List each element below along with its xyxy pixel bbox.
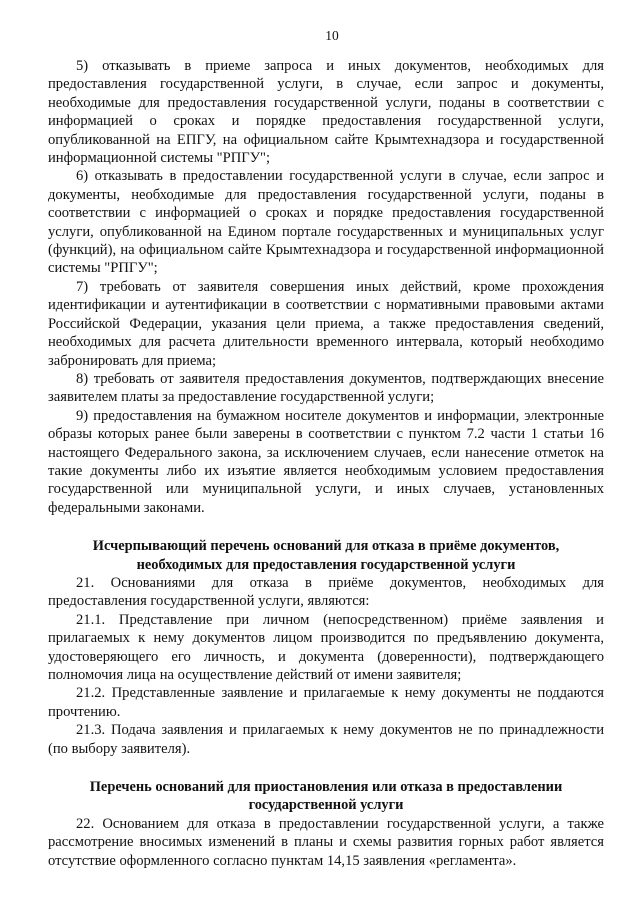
paragraph-21-2: 21.2. Представленные заявление и прилагаемые к нему документы не поддаются прочтению.	[48, 685, 604, 720]
paragraph-21-1: 21.1. Представление при личном (непосредственном) приёме заявления и прилагаемых к нему документов лицом производится по предъявлению документа, удостоверяющего его личность, и документа (доверенности), подтверждающего полномочия лица на осуществление действий от имени заявителя;	[48, 611, 604, 683]
section-suspension-refusal	[48, 778, 604, 870]
paragraph-21-3: 21.3. Подача заявления и прилагаемых к нему документов не по принадлежности (по выбору заявителя).	[48, 722, 604, 757]
section-heading-refusal-acceptance-line1: Исчерпывающий перечень оснований для отказа в приёме документов,	[92, 538, 560, 555]
paragraph-item-7: 7) требовать от заявителя совершения иных действий, кроме прохождения идентификации и аутентификации в соответствии с нормативными правовыми актами Российской Федерации, указания цели приема, а также предоставления сведений, необходимых для расчета длительности временного интервала, который необходимо забронировать для приема;	[48, 278, 604, 369]
paragraph-21: 21. Основаниями для отказа в приёме документов, необходимых для предоставления государственной услуги, являются:	[48, 574, 604, 610]
page-number: 10	[325, 28, 339, 43]
section-heading-refusal-acceptance-line2: необходимых для предоставления государственной услуги	[136, 556, 516, 573]
section-refusal-acceptance	[48, 537, 604, 758]
paragraph-item-6: 6) отказывать в предоставлении государственной услуги в случае, если запрос и документы, необходимые для предоставления государственной услуги, поданы в соответствии с информацией о сроках и порядке предоставления государственной услуги, опубликованной на Едином портале государственных и муниципальных услуг (функций), на официальном сайте Крымтехнадзора и государственной информационной системы "РПГУ";	[48, 168, 604, 277]
paragraph-item-5: 5) отказывать в приеме запроса и иных документов, необходимых для предоставления государственной услуги, в случае, если запрос и документы, необходимые для предоставления государственной услуги, поданы в соответствии с информацией о сроках и порядке предоставления государственной услуги, опубликованной на ЕПГУ, на официальном сайте Крымтехнадзора и государственной информационной системы "РПГУ";	[48, 58, 604, 167]
section-heading-suspension-line1: Перечень оснований для приостановления или отказа в предоставлении	[89, 779, 563, 796]
paragraph-item-8: 8) требовать от заявителя предоставления документов, подтверждающих внесение заявителем платы за предоставление государственной услуги;	[48, 370, 604, 406]
paragraph-22: 22. Основанием для отказа в предоставлении государственной услуги, а также рассмотрение вносимых изменений в планы и схемы развития горных работ является отсутствие оформленного согласно пунктам 14,15 заявления «регламента».	[48, 815, 604, 869]
section-heading-suspension-line2: государственной услуги	[248, 797, 404, 814]
paragraph-item-9: 9) предоставления на бумажном носителе документов и информации, электронные образы которых ранее были заверены в соответствии с пунктом 7.2 части 1 статьи 16 настоящего Федерального закона, за исключением случаев, если нанесение отметок на такие документы либо их изъятие является необходимым условием предоставления государственной или муниципальной услуги, и иных случаев, установленных федеральными законами.	[48, 407, 604, 516]
document-body	[48, 57, 604, 870]
